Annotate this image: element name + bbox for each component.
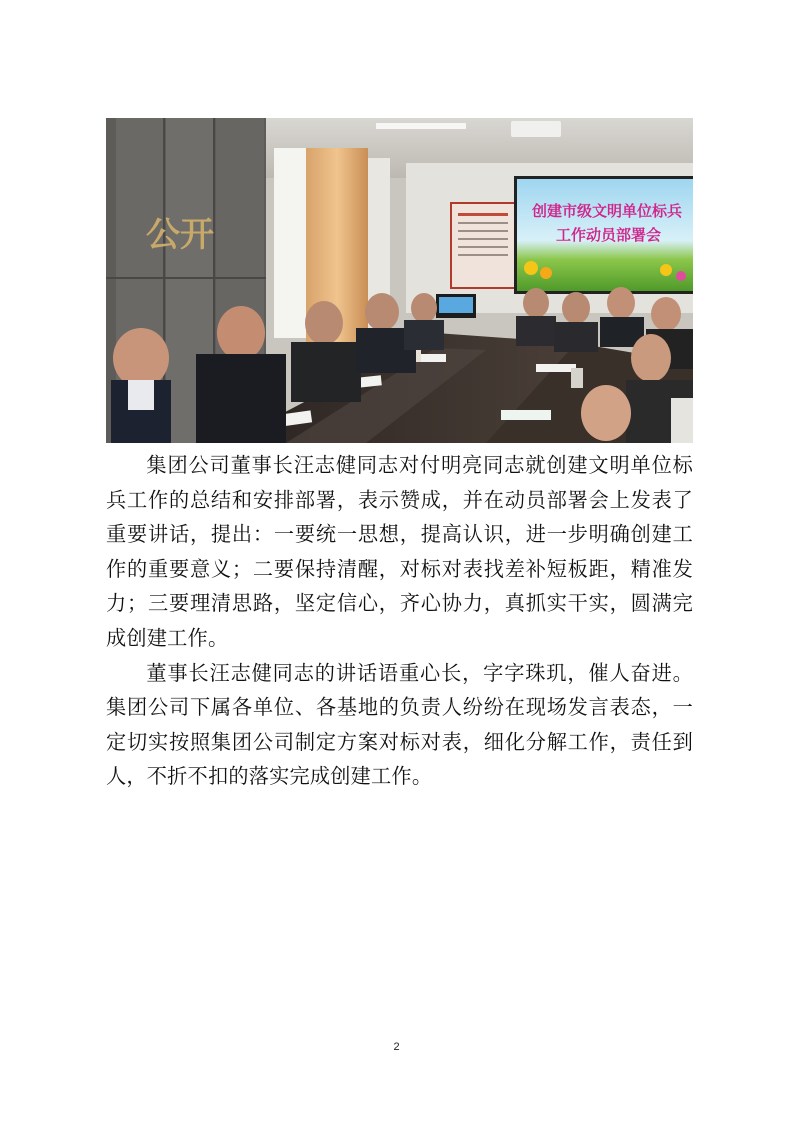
- slide-title-line2: 工作动员部署会: [556, 226, 662, 244]
- paragraph: 集团公司董事长汪志健同志对付明亮同志就创建文明单位标兵工作的总结和安排部署，表示赞成，并在动员部署会上发表了重要讲话，提出：一要统一思想，提高认识，进一步明确创建工作的重要意义；二要保持清醒，对标对表找差补短板距，精准发力；三要理清思路，坚定信心，齐心协力，真抓实干实，圆满完成创建工作。: [106, 453, 693, 650]
- page-number: 2: [393, 1041, 400, 1053]
- article-body: [106, 448, 693, 794]
- meeting-photo: [106, 118, 693, 443]
- paragraph: 董事长汪志健同志的讲话语重心长，字字珠玑，催人奋进。集团公司下属各单位、各基地的负责人纷纷在现场发言表态，一定切实按照集团公司制定方案对标对表，细化分解工作，责任到人，不折不扣的落实完成创建工作。: [106, 660, 693, 789]
- wall-sign: 公开: [146, 215, 214, 255]
- slide-title-line1: 创建市级文明单位标兵: [532, 202, 683, 220]
